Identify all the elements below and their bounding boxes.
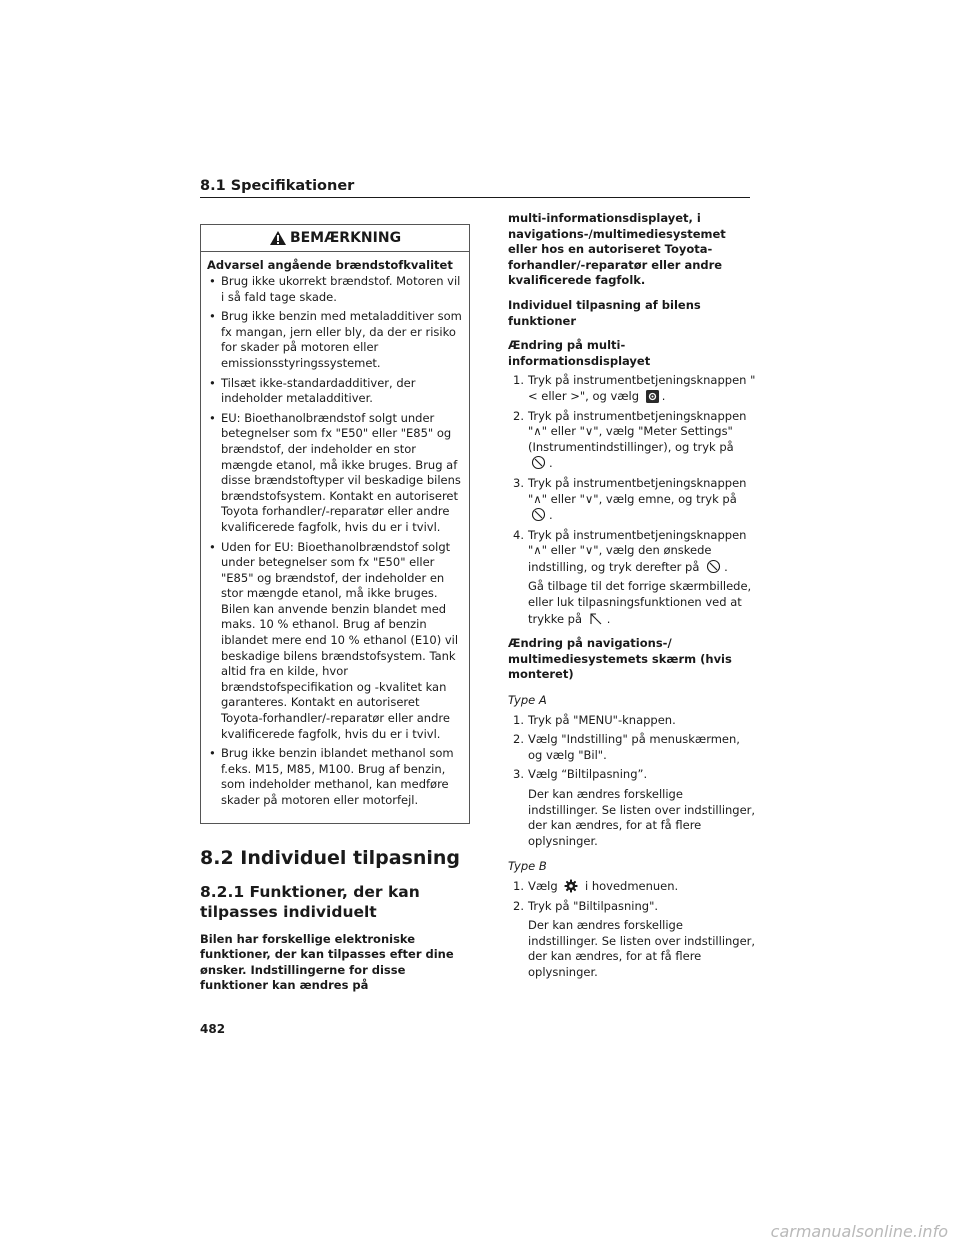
step-note: Der kan ændres forskellige indstillinger. Se listen over indstillinger, der kan ændres, for at få flere oplysninger. bbox=[528, 787, 756, 848]
step-item: 4. Tryk på instrumentbetjeningsknappen "∧" eller "∨", vælg den ønskede indstilling, og tryk derefter på . bbox=[513, 527, 747, 574]
step-item: 1. Vælg i hovedmenuen. bbox=[513, 878, 679, 893]
heading-nav-multimedia: Ændring på navigations-/ multimediesystemets skærm (hvis monteret) bbox=[508, 636, 732, 682]
type-a-label: Type A bbox=[508, 693, 547, 708]
left-column bbox=[200, 224, 470, 994]
step-item: 2. Vælg "Indstilling" på menuskærmen, og vælg "Bil". bbox=[513, 732, 740, 762]
step-item: 3. Tryk på instrumentbetjeningsknappen "∧" eller "∨", vælg emne, og tryk på . bbox=[513, 475, 747, 523]
enter-pen-icon bbox=[531, 455, 546, 470]
notice-body bbox=[201, 252, 469, 823]
step-item: 2. Tryk på instrumentbetjeningsknappen "∧" eller "∨", vælg "Meter Settings" (Instrumentindstillinger), og tryk på . bbox=[513, 408, 747, 471]
back-pen-icon bbox=[589, 611, 604, 626]
notice-item: • Uden for EU: Bioethanolbrændstof solgt under betegnelser som fx "E50" eller "E85" og brændstof, der indeholder en stor mængde etanol, må ikke bruges. Bilen kan anvende benzin blandet med maks. 10 % ethanol. Brug af benzin iblandet mere end 10 % ethanol (E10) vil beskadige bilens brændstofsystem. Tank altid fra en kilde, hvor brændstofspecifikation og -kvalitet kan garanteres. Kontakt en autoriseret Toyota-forhandler/-reparatør eller andre kvalificerede fagfolk, hvis du er i tvivl. bbox=[207, 540, 464, 743]
gear-icon bbox=[564, 879, 578, 893]
notice-box bbox=[200, 224, 470, 824]
right-column bbox=[508, 211, 756, 981]
intro-continued: multi-informationsdisplayet, i navigations-/multimediesystemet eller hos en autoriseret Toyota-forhandler/-reparatør eller andre kvalificerede fagfolk. bbox=[508, 211, 726, 288]
step-item: 2. Tryk på "Biltilpasning". bbox=[513, 898, 659, 913]
step-item: 3. Vælg “Biltilpasning”. bbox=[513, 767, 648, 782]
step-note: Gå tilbage til det forrige skærmbillede, eller luk tilpasningsfunktionen ved at trykke på . bbox=[528, 579, 752, 626]
intro-paragraph: Bilen har forskellige elektroniske funktioner, der kan tilpasses efter dine ønsker. Indstillingerne for disse funktioner kan ændres på bbox=[200, 931, 454, 993]
section-heading: 8.2 Individuel tilpasning bbox=[200, 846, 461, 869]
notice-heading-text: BEMÆRKNING bbox=[289, 230, 402, 246]
step-item: 1. Tryk på "MENU"-knappen. bbox=[513, 712, 676, 727]
step-note: Der kan ændres forskellige indstillinger. Se listen over indstillinger, der kan ændres, for at få flere oplysninger. bbox=[528, 918, 756, 979]
heading-mid-display: Ændring på multi-informationsdisplayet bbox=[508, 338, 651, 368]
page-number: 482 bbox=[200, 1022, 226, 1036]
notice-item: • Brug ikke ukorrekt brændstof. Motoren vil i så fald tage skade. bbox=[207, 274, 464, 305]
notice-item: • Brug ikke benzin iblandet methanol som f.eks. M15, M85, M100. Brug af benzin, som indeholder methanol, kan medføre skader på motoren eller motorfejl. bbox=[207, 746, 464, 808]
enter-pen-icon bbox=[706, 559, 721, 574]
type-b-label: Type B bbox=[508, 859, 547, 874]
heading-custom-functions: Individuel tilpasning af bilens funktioner bbox=[508, 297, 701, 328]
notice-item: • Tilsæt ikke-standardadditiver, der indeholder metaladditiver. bbox=[207, 376, 464, 407]
notice-item: • EU: Bioethanolbrændstof solgt under betegnelser som fx "E50" eller "E85" og brændstof, der indeholder en stor mængde etanol, må ikke bruges. Brug af disse brændstoftyper vil beskadige bilens brændstofsystem. Kontakt en autoriseret Toyota forhandler/-reparatør eller andre kvalificerede fagfolk, hvis du er i tvivl. bbox=[207, 411, 464, 536]
step-item: 1. Tryk på instrumentbetjeningsknappen "< eller >", og vælg . bbox=[513, 373, 756, 403]
subsection-heading: 8.2.1 Funktioner, der kan tilpasses individuelt bbox=[200, 882, 420, 921]
notice-item: • Brug ikke benzin med metaladditiver som fx mangan, jern eller bly, da der er risiko for skader på motoren eller emissionsstyringssystemet. bbox=[207, 309, 464, 371]
section-header: 8.1 Specifikationer bbox=[200, 178, 750, 198]
watermark: carmanualsonline.info bbox=[770, 1222, 948, 1241]
enter-pen-icon bbox=[531, 507, 546, 522]
settings-square-icon bbox=[646, 390, 659, 403]
notice-title: Advarsel angående brændstofkvalitet bbox=[207, 258, 453, 272]
warning-icon bbox=[269, 230, 287, 246]
notice-heading bbox=[201, 225, 469, 252]
